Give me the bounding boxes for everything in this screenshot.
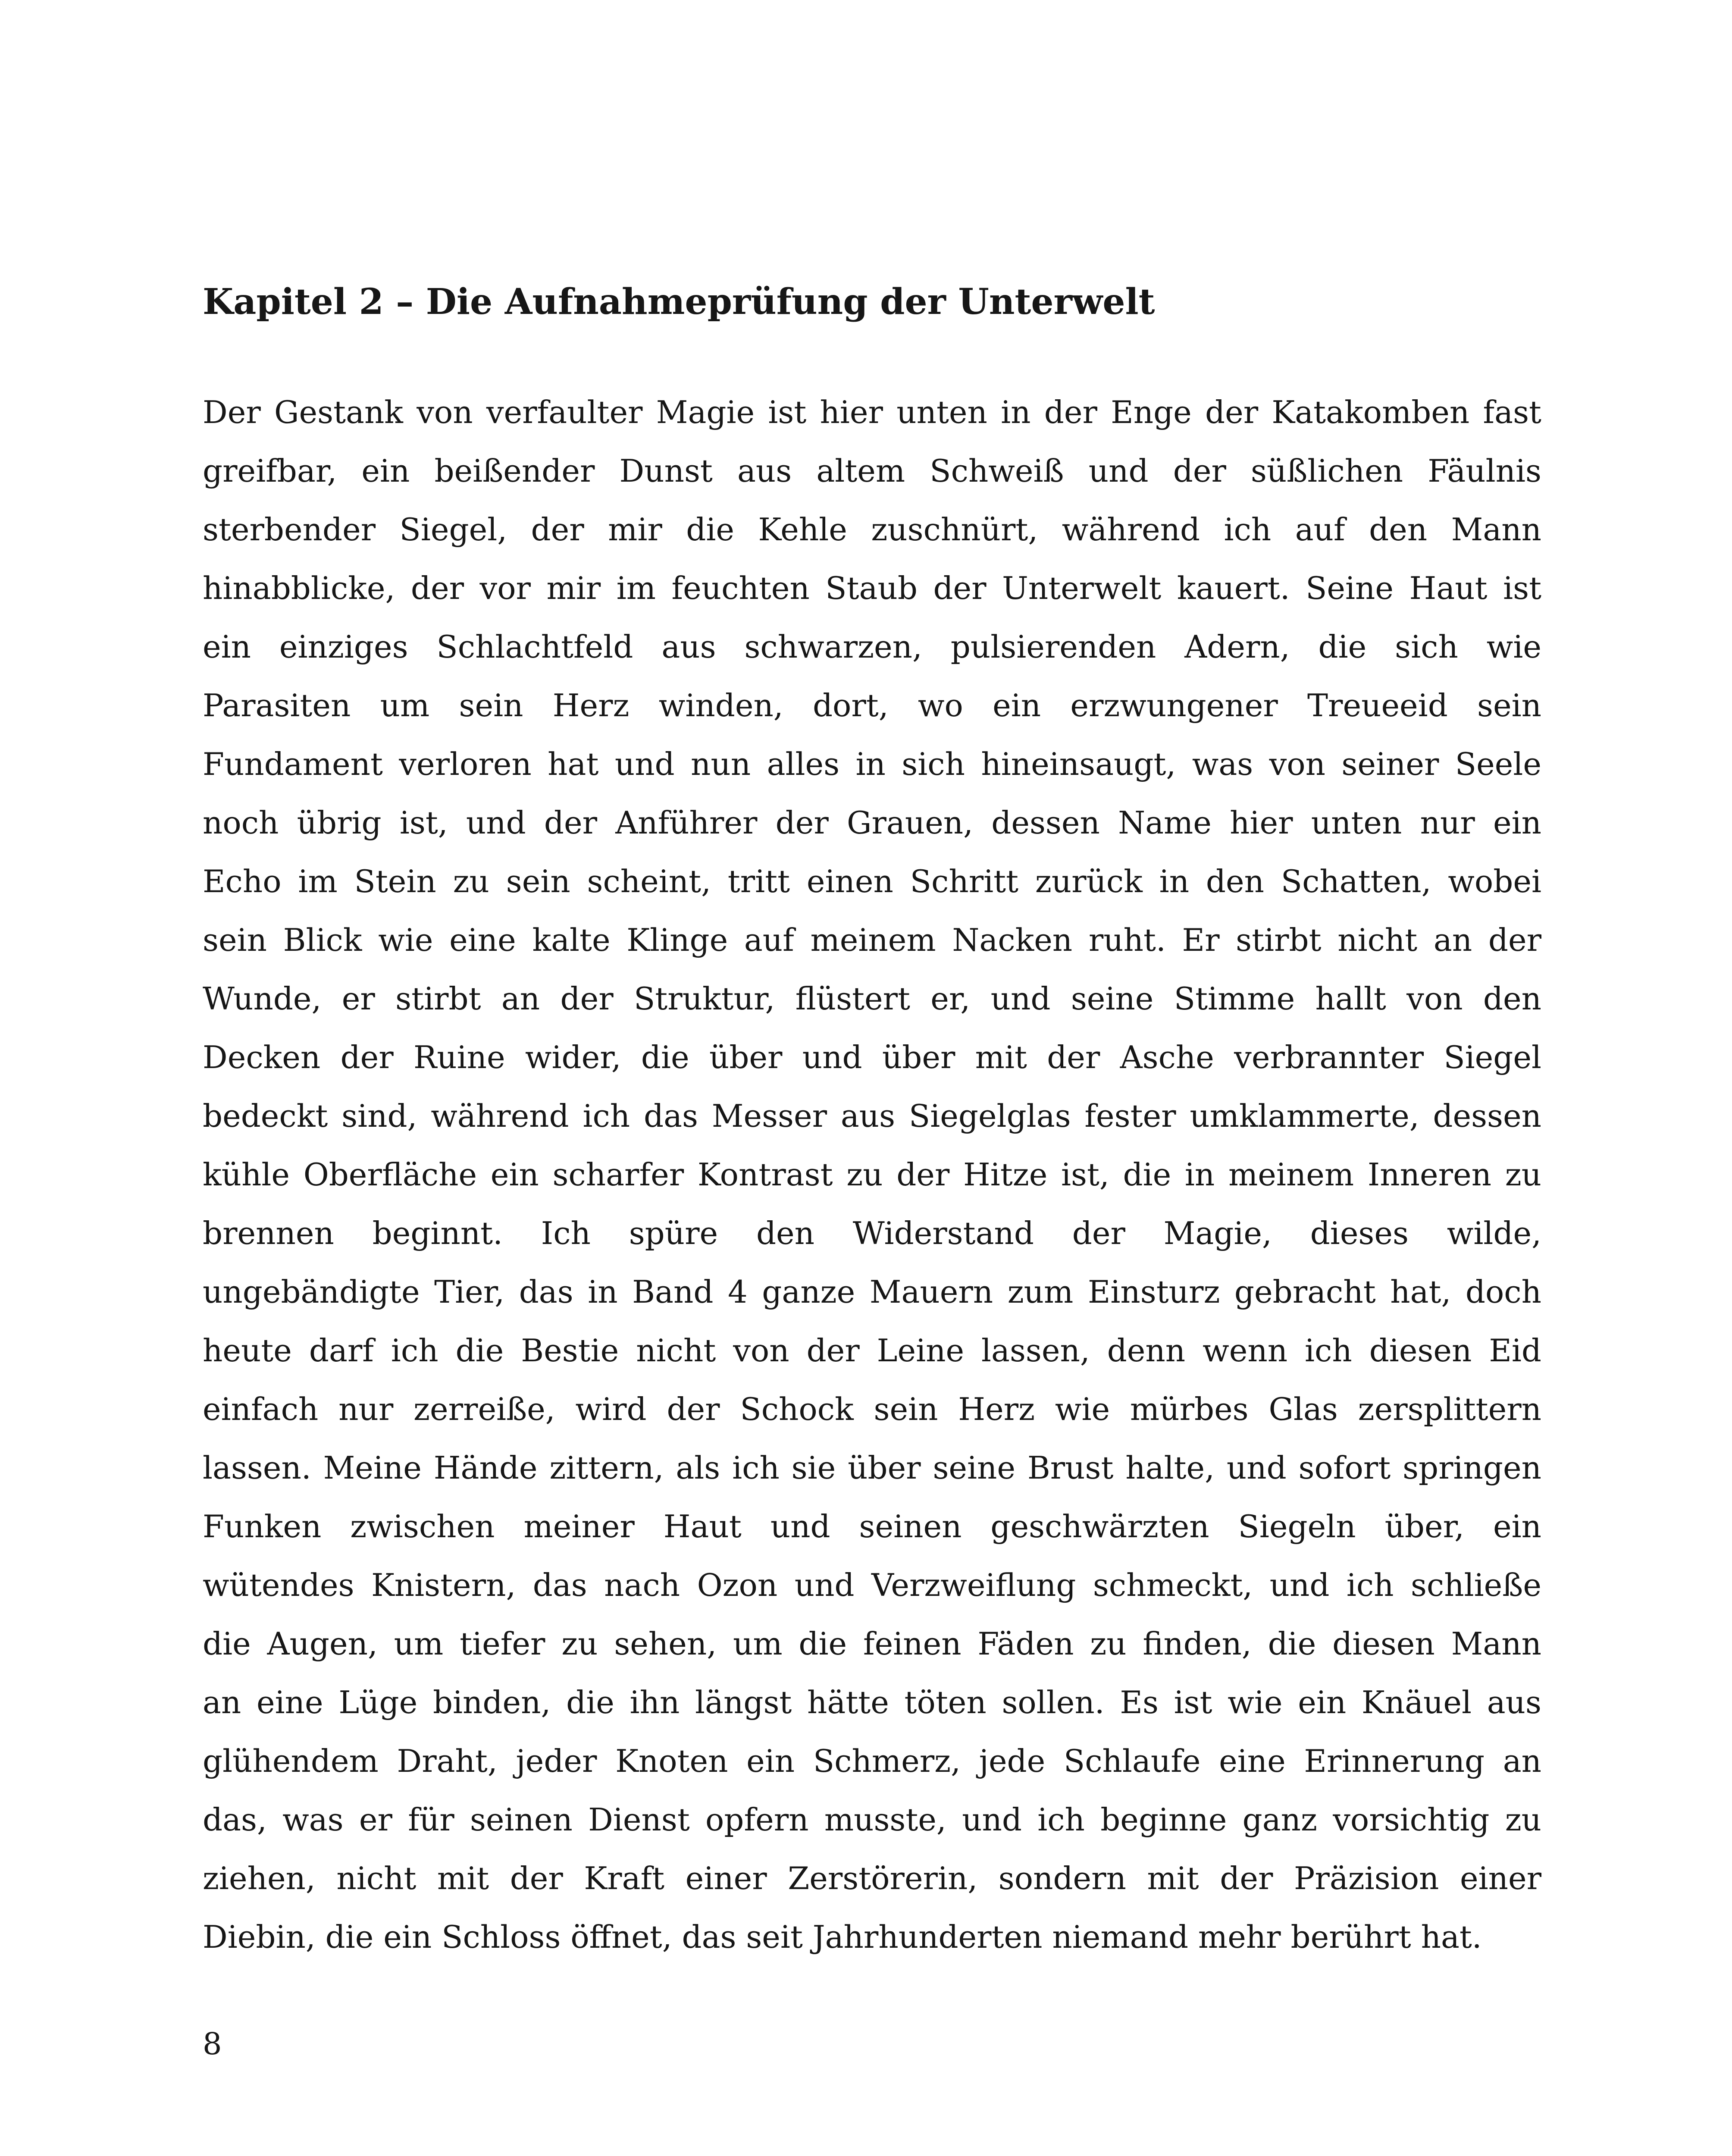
text-line: Echo im Stein zu sein scheint, tritt einen Schritt zurück in den Schatten, wobei [203, 863, 1541, 899]
text-line: lassen. Meine Hände zittern, als ich sie über seine Brust halte, und sofort springen [203, 1450, 1541, 1486]
text-line: die Augen, um tiefer zu sehen, um die feinen Fäden zu finden, die diesen Mann [203, 1626, 1541, 1662]
text-line: ungebändigte Tier, das in Band 4 ganze Mauern zum Einsturz gebracht hat, doch [203, 1274, 1541, 1310]
text-line: noch übrig ist, und der Anführer der Grauen, dessen Name hier unten nur ein [203, 805, 1541, 841]
text-line: bedeckt sind, während ich das Messer aus Siegelglas fester umklammerte, dessen [203, 1098, 1541, 1134]
text-line: Funken zwischen meiner Haut und seinen geschwärzten Siegeln über, ein [203, 1508, 1541, 1545]
text-line: wütendes Knistern, das nach Ozon und Verzweiflung schmeckt, und ich schließe [203, 1567, 1541, 1603]
text-line: sterbender Siegel, der mir die Kehle zuschnürt, während ich auf den Mann [203, 511, 1541, 548]
text-line: Wunde, er stirbt an der Struktur, flüstert er, und seine Stimme hallt von den [203, 981, 1541, 1017]
text-line: Fundament verloren hat und nun alles in sich hineinsaugt, was von seiner Seele [203, 746, 1541, 782]
text-line: heute darf ich die Bestie nicht von der Leine lassen, denn wenn ich diesen Eid [203, 1332, 1541, 1369]
text-line: glühendem Draht, jeder Knoten ein Schmerz, jede Schlaufe eine Erinnerung an [203, 1743, 1541, 1779]
text-line: ein einziges Schlachtfeld aus schwarzen, pulsierenden Adern, die sich wie [203, 629, 1541, 665]
text-line: sein Blick wie eine kalte Klinge auf meinem Nacken ruht. Er stirbt nicht an der [203, 922, 1541, 958]
text-line: ziehen, nicht mit der Kraft einer Zerstörerin, sondern mit der Präzision einer [203, 1860, 1541, 1896]
text-line: brennen beginnt. Ich spüre den Widerstand der Magie, dieses wilde, [203, 1215, 1541, 1251]
page-number: 8 [203, 2026, 222, 2062]
text-line: Decken der Ruine wider, die über und über mit der Asche verbrannter Siegel [203, 1039, 1541, 1075]
text-line-last: Diebin, die ein Schloss öffnet, das seit Jahrhunderten niemand mehr berührt hat. [203, 1919, 1482, 1955]
body-paragraph [203, 383, 1541, 1966]
text-line: an eine Lüge binden, die ihn längst hätte töten sollen. Es ist wie ein Knäuel aus [203, 1684, 1541, 1720]
text-line: einfach nur zerreiße, wird der Schock sein Herz wie mürbes Glas zersplittern [203, 1391, 1541, 1427]
text-line: hinabblicke, der vor mir im feuchten Staub der Unterwelt kauert. Seine Haut ist [203, 570, 1541, 606]
chapter-title: Kapitel 2 – Die Aufnahmeprüfung der Unterwelt [203, 281, 1155, 323]
text-line: das, was er für seinen Dienst opfern musste, und ich beginne ganz vorsichtig zu [203, 1802, 1541, 1838]
text-line: kühle Oberfläche ein scharfer Kontrast zu der Hitze ist, die in meinem Inneren zu [203, 1156, 1541, 1193]
text-line: Der Gestank von verfaulter Magie ist hier unten in der Enge der Katakomben fast [203, 394, 1541, 430]
text-line: Parasiten um sein Herz winden, dort, wo ein erzwungener Treueeid sein [203, 687, 1541, 724]
text-line: greifbar, ein beißender Dunst aus altem Schweiß und der süßlichen Fäulnis [203, 453, 1541, 489]
